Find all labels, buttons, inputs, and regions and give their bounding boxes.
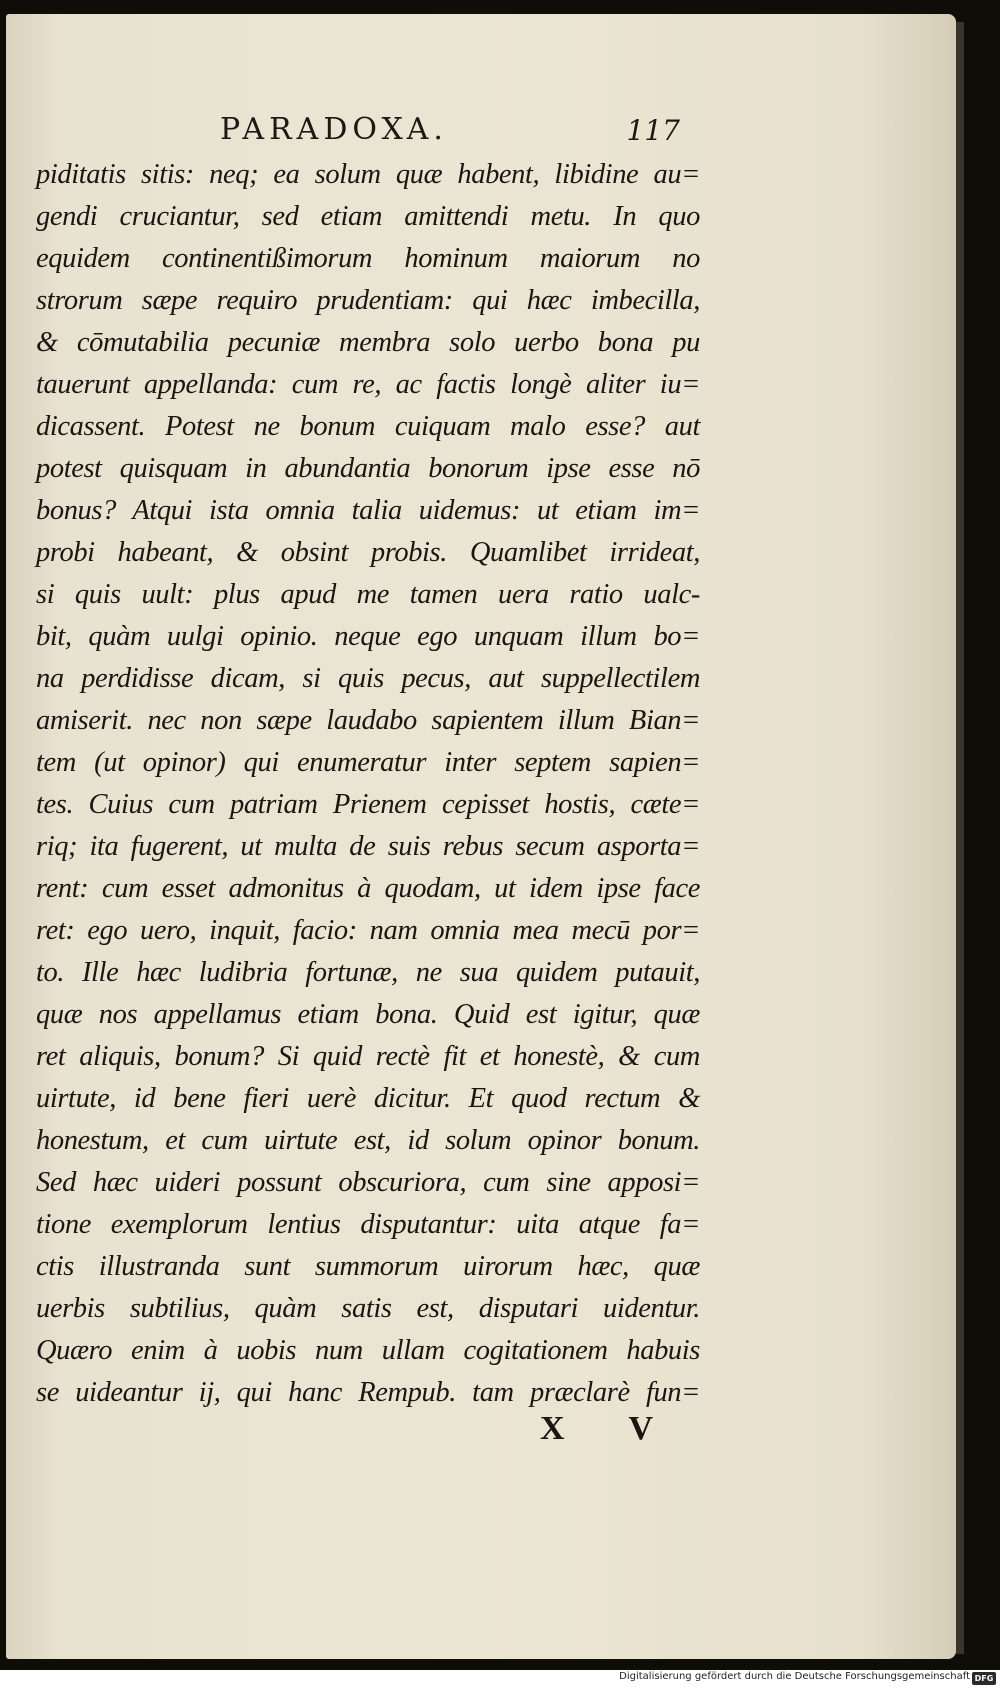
text-line: ret: ego uero, inquit, facio: nam omnia mea mecū por= <box>36 915 700 946</box>
text-line: dicassent. Potest ne bonum cuiquam malo esse? aut <box>36 411 700 442</box>
text-line: potest quisquam in abundantia bonorum ipse esse nō <box>36 453 700 484</box>
text-line: ctis illustranda sunt summorum uirorum hæc, quæ <box>36 1251 700 1282</box>
text-line: piditatis sitis: neq; ea solum quæ habent, libidine au= <box>36 159 700 190</box>
text-line: bit, quàm uulgi opinio. neque ego unquam illum bo= <box>36 621 700 652</box>
text-line: Sed hæc uideri possunt obscuriora, cum sine apposi= <box>36 1167 700 1198</box>
text-line: probi habeant, & obsint probis. Quamlibet irrideat, <box>36 537 700 568</box>
text-line: na perdidisse dicam, si quis pecus, aut suppellectilem <box>36 663 700 694</box>
text-line: uerbis subtilius, quàm satis est, disputari uidentur. <box>36 1293 700 1324</box>
text-line: equidem continentißimorum hominum maiorum no <box>36 243 700 274</box>
text-line: quæ nos appellamus etiam bona. Quid est igitur, quæ <box>36 999 700 1030</box>
text-line: tem (ut opinor) qui enumeratur inter septem sapien= <box>36 747 700 778</box>
running-title: PARADOXA. <box>220 112 448 147</box>
text-line: riq; ita fugerent, ut multa de suis rebus secum asporta= <box>36 831 700 862</box>
text-line: rent: cum esset admonitus à quodam, ut idem ipse face <box>36 873 700 904</box>
text-line: uirtute, id bene fieri uerè dicitur. Et quod rectum & <box>36 1083 700 1114</box>
text-line: tauerunt appellanda: cum re, ac factis longè aliter iu= <box>36 369 700 400</box>
text-line: bonus? Atqui ista omnia talia uidemus: ut etiam im= <box>36 495 700 526</box>
text-line: tione exemplorum lentius disputantur: uita atque fa= <box>36 1209 700 1240</box>
dfg-logo-icon: DFG <box>972 1672 996 1685</box>
page-number: 117 <box>626 114 680 147</box>
body-text <box>36 154 700 1414</box>
text-line: gendi cruciantur, sed etiam amittendi metu. In quo <box>36 201 700 232</box>
text-line: ret aliquis, bonum? Si quid rectè fit et honestè, & cum <box>36 1041 700 1072</box>
text-line: strorum sæpe requiro prudentiam: qui hæc imbecilla, <box>36 285 700 316</box>
footer-credit: Digitalisierung gefördert durch die Deutsche Forschungsgemeinschaft <box>619 1671 970 1682</box>
page-header <box>210 112 680 152</box>
text-line: & cōmutabilia pecuniæ membra solo uerbo bona pu <box>36 327 700 358</box>
page-edge <box>956 22 964 1654</box>
text-line: amiserit. nec non sæpe laudabo sapientem illum Bian= <box>36 705 700 736</box>
text-line: tes. Cuius cum patriam Prienem cepisset hostis, cæte= <box>36 789 700 820</box>
signature-mark: X V <box>540 1410 681 1447</box>
text-line: Quæro enim à uobis num ullam cogitationem habuis <box>36 1335 700 1366</box>
text-line: honestum, et cum uirtute est, id solum opinor bonum. <box>36 1125 700 1156</box>
text-line: to. Ille hæc ludibria fortunæ, ne sua quidem putauit, <box>36 957 700 988</box>
text-line: se uideantur ij, qui hanc Rempub. tam præclarè fun= <box>36 1377 700 1408</box>
text-line: si quis uult: plus apud me tamen uera ratio ualc- <box>36 579 700 610</box>
